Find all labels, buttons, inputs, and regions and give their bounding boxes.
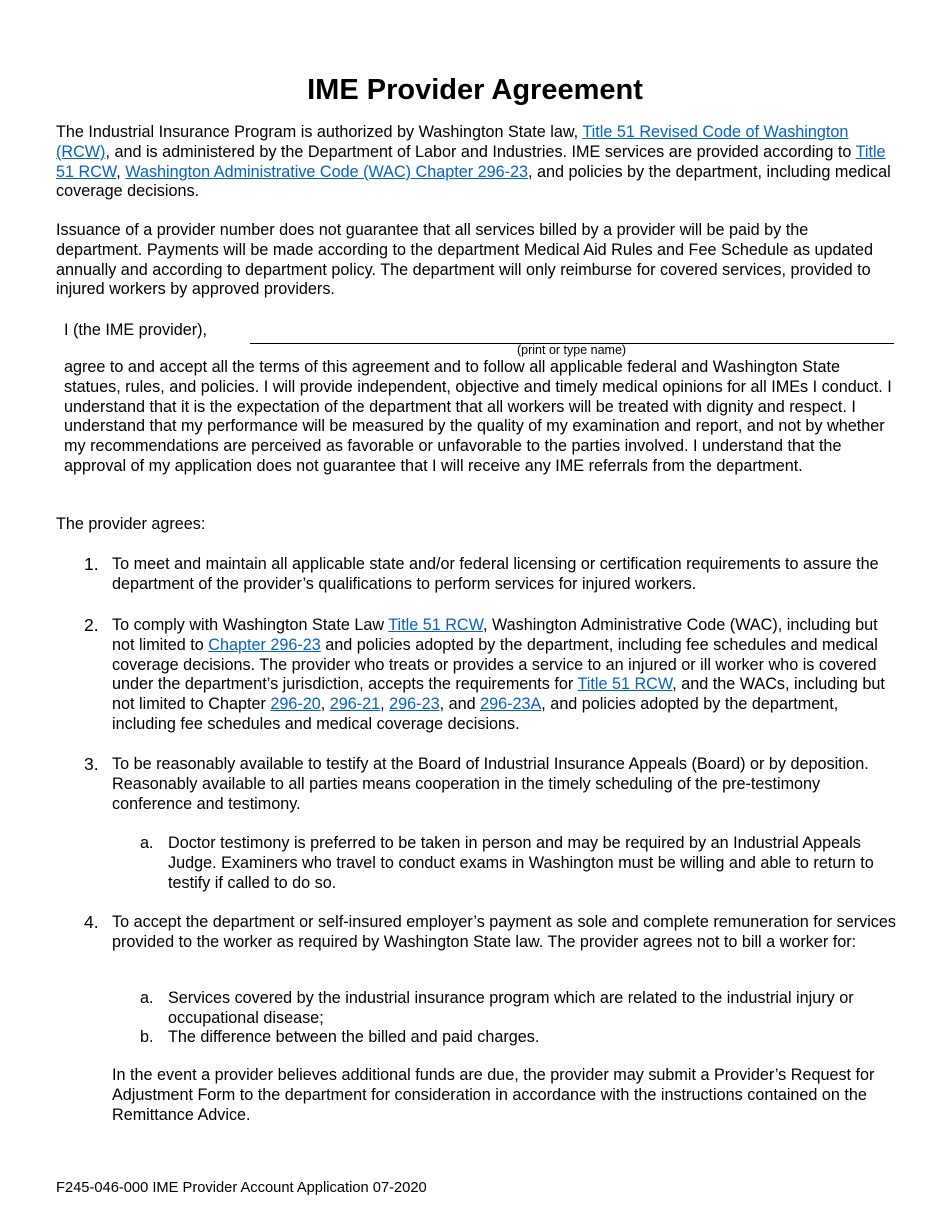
form-footer: F245-046-000 IME Provider Account Application 07-2020 — [56, 1180, 427, 1196]
item-number: 2. — [84, 615, 99, 635]
provider-name-label: I (the IME provider), — [64, 321, 208, 339]
chapter-296-23-link[interactable]: Chapter 296-23 — [208, 635, 321, 654]
list-item — [84, 755, 900, 814]
list-item — [84, 555, 900, 595]
item-text: To meet and maintain all applicable state and/or federal licensing or certification requirements to assure the department of the provider’s qualifications to perform services for injured workers. — [112, 555, 879, 593]
list-item — [84, 616, 900, 735]
provider-agrees-heading: The provider agrees: — [56, 515, 206, 533]
issuance-paragraph: Issuance of a provider number does not guarantee that all services billed by a provider will be paid by the department. Payments will be made according to the department Medical Aid Rules and Fee Schedule as updated annually and according to department policy. The department will only reimburse for covered services, provided to injured workers by approved providers. — [56, 221, 874, 299]
item-text: To accept the department or self-insured employer’s payment as sole and complete remuneration for services provided to the worker as required by Washington State law. The provider agrees not to bill a worker for: — [112, 913, 896, 951]
closing-paragraph: In the event a provider believes additional funds are due, the provider may submit a Provider’s Request for Adjustment Form to the department for consideration in accordance with the instructions contained on the Remittance Advice. — [112, 1066, 875, 1124]
item-text: To be reasonably available to testify at the Board of Industrial Insurance Appeals (Board) or by deposition. Reasonably available to all parties means cooperation in the timely scheduling of the pre-testimony conference and testimony. — [112, 755, 869, 813]
sub-list-item — [140, 834, 900, 893]
wac-296-23-link[interactable]: Washington Administrative Code (WAC) Chapter 296-23 — [125, 162, 529, 181]
page-title: IME Provider Agreement — [307, 74, 643, 106]
item-text-part: , — [320, 695, 330, 714]
intro-text: , and is administered by the Department of Labor and Industries. IME services are provided according to — [105, 142, 856, 161]
sub-item-letter: b. — [140, 1028, 154, 1046]
wac-296-23a-link[interactable]: 296-23A — [480, 695, 542, 714]
title-51-rcw-short-link[interactable]: Title 51 RCW — [56, 142, 886, 181]
intro-text: , — [116, 162, 126, 181]
item-text-part: and policies adopted by the department, including fee schedules and medical coverage decisions. The provider who treats or provides a service to an injured or ill worker who is covered under the department’s jurisdiction, accepts the requirements for — [112, 635, 878, 694]
title-51-rcw-link[interactable]: Title 51 Revised Code of Washington (RCW) — [56, 123, 849, 161]
sub-item-text: The difference between the billed and paid charges. — [168, 1028, 540, 1046]
sub-list-item — [140, 1028, 900, 1048]
intro-text: The Industrial Insurance Program is authorized by Washington State law, — [56, 123, 583, 141]
item-number: 1. — [84, 554, 99, 574]
intro-paragraph — [56, 123, 898, 202]
item-text-part: , and the WACs, including but not limited to Chapter — [112, 675, 885, 714]
sub-item-letter: a. — [140, 989, 154, 1007]
intro-text: , and policies by the department, including medical coverage decisions. — [56, 162, 891, 201]
title-51-rcw-link[interactable]: Title 51 RCW — [388, 616, 483, 634]
sub-item-letter: a. — [140, 834, 154, 852]
item-text-part: , and policies adopted by the department, including fee schedules and medical coverage decisions. — [112, 695, 839, 733]
sub-list-item — [140, 989, 900, 1029]
item-text-part: , and — [439, 695, 481, 714]
item-text-part: , Washington Administrative Code (WAC), including but not limited to — [112, 616, 878, 654]
item-text-part: , — [380, 695, 390, 714]
wac-296-21-link[interactable]: 296-21 — [329, 695, 381, 714]
list-item — [84, 913, 900, 953]
name-field-caption: (print or type name) — [517, 343, 627, 357]
item-number: 3. — [84, 754, 99, 774]
wac-296-23-link[interactable]: 296-23 — [389, 695, 440, 714]
wac-296-20-link[interactable]: 296-20 — [270, 695, 321, 714]
title-51-rcw-link[interactable]: Title 51 RCW — [577, 675, 673, 694]
sub-item-text: Doctor testimony is preferred to be taken in person and may be required by an Industrial Appeals Judge. Examiners who travel to conduct exams in Washington must be willing and able to return to testify if called to do so. — [168, 834, 874, 892]
agreement-paragraph: agree to and accept all the terms of this agreement and to follow all applicable federal and Washington State statues, rules, and policies. I will provide independent, objective and timely medical opinions for all IMEs I conduct. I understand that it is the expectation of the department that all workers will be treated with dignity and respect. I understand that my performance will be measured by the quality of my examination and report, and not by whether my recommendations are perceived as favorable or unfavorable to the parties involved. I understand that the approval of my application does not guarantee that I will receive any IME referrals from the department. — [64, 358, 892, 475]
item-text — [112, 616, 900, 735]
item-text-part: To comply with Washington State Law — [112, 616, 389, 634]
sub-item-text: Services covered by the industrial insurance program which are related to the industrial injury or occupational disease; — [168, 989, 854, 1027]
item-number: 4. — [84, 912, 99, 932]
